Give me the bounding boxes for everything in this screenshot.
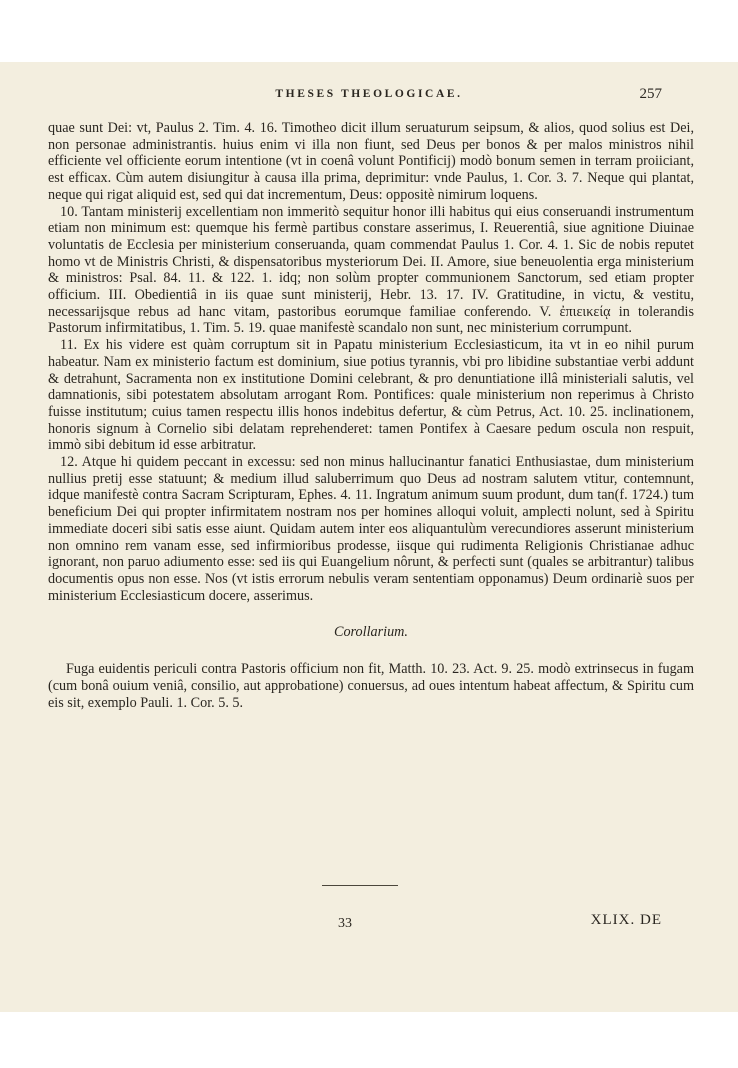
paragraph-12: 12. Atque hi quidem peccant in excessu: sed non minus hallucinantur fanatici Enthusiastae, dum ministerium nullius pretij esse statuunt; & medium illud saluberrimum quo Deus ad nostram salutem vtitur, contemnunt, idque manifestè contra Sacram Scripturam, Ephes. 4. 11. Ingratum animum suum produnt, dum tan(f. 1724.) tum beneficium Dei qui propter infirmitatem nostram nos per homines alloqui voluit, amplecti nolunt, sed à Spiritu immediate doceri sibi satis esse aiunt. Quidam autem inter eos aliquantulùm verecundiores asserunt ministerium non omnino rem vanam esse, sed infirmioribus prodesse, iisque qui rudimenta Religionis Christianae adhuc ignorant, non paruo adiumento esse: sed iis qui Euangelium nôrunt, & perfecti sunt (quales se arbitrantur) talibus documentis opus non esse. Nos (vt istis errorum nebulis veram sententiam opponamus) Deum ordinariè suos per ministerium Ecclesiasticum docere, asserimus. [48, 454, 694, 604]
running-head [0, 88, 738, 108]
paragraph-continuation: quae sunt Dei: vt, Paulus 2. Tim. 4. 16. Timotheo dicit illum seruaturum seipsum, & alios, quod solius est Dei, non personae administrantis. huius enim vi illa non fiunt, sed Deus per bonos & per malos ministros nihil efficiente vel officiente eorum intentione (vt in coenâ volunt Pontificij) modò bonum semen in terram proiiciant, est efficax. Cùm autem disiungitur à causa illa prima, deprimitur: vnde Paulus, 1. Cor. 3. 7. Neque qui plantat, neque qui rigat aliquid est, sed qui dat incrementum, Deus: oppositè nimirum loquens. [48, 120, 694, 203]
corollary-text: Fuga euidentis periculi contra Pastoris officium non fit, Matth. 10. 23. Act. 9. 25. modò extrinsecus in fugam (cum bonâ ouium veniâ, consilio, aut approbatione) conuersus, ad oues intentum habeat affectum, & Spiritu cum eis sit, exemplo Pauli. 1. Cor. 5. 5. [48, 661, 694, 711]
page-number: 257 [639, 86, 662, 102]
corollary-heading: Corollarium. [334, 624, 408, 641]
book-page [0, 62, 738, 1012]
body-text [48, 120, 694, 711]
closing-rule [322, 885, 398, 886]
paragraph-10: 10. Tantam ministerij excellentiam non immeritò sequitur honor illi habitus qui eius conseruandi instrumentum etiam non minimum est: quemque his fermè partibus constare asserimus, I. Reuerentiâ, siue agnitione Diuinae voluntatis de Ecclesia per ministerium conseruanda, quam commendat Paulus 1. Cor. 4. 1. Sic de nobis reputet homo vt de Ministris Christi, & dispensatoribus mysteriorum Dei. II. Amore, siue beneuolentia erga ministerium & ministros: Psal. 84. 11. & 122. 1. idq; non solùm propter communionem Sanctorum, sed etiam propter officium. III. Obedientiâ in iis quae sunt ministerij, Hebr. 13. 17. IV. Gratitudine, in victu, & vestitu, necessarijsque rebus ad hanc vitam, pastoribus eorumque familiae conferendo. V. ἐπιεικείᾳ in tolerandis Pastorum infirmitatibus, 1. Tim. 5. 19. quae manifestè scandalo non sunt, nec ministerium corrumpunt. [48, 203, 694, 337]
paragraph-11: 11. Ex his videre est quàm corruptum sit in Papatu ministerium Ecclesiasticum, ita vt in eo nihil purum habeatur. Nam ex ministerio factum est dominium, siue potius tyrannis, vbi pro libidine substantiae verbi addunt & detrahunt, Sacramenta non ex institutione Domini celebrant, & pro denuntiatione illâ ministeriali salutis, vel damnationis, sibi potestatem absolutam arrogant Rom. Pontifices: quale ministerium non reperimus à Christo fuisse institutum; cuius tamen respectu illis honos indebitus defertur, & cùm Petrus, Act. 10. 25. inclinationem, honoris signum à Cornelio sibi delatam reprehenderet: tamen Pontifex à Caesare pedum oscula non respuit, immò sibi debitum id esse arbitratur. [48, 337, 694, 454]
catchword: XLIX. DE [590, 912, 662, 928]
running-title: THESES THEOLOGICAE. [275, 88, 463, 100]
signature-mark: 33 [338, 916, 352, 931]
